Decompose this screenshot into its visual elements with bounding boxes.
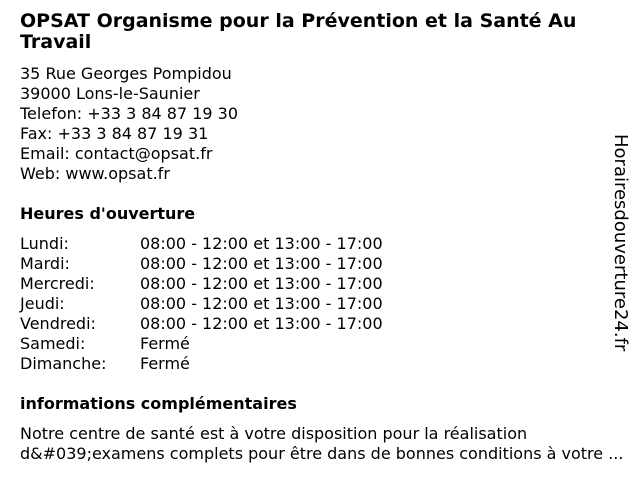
- hours-time: 08:00 - 12:00 et 13:00 - 17:00: [140, 314, 383, 333]
- hours-time: Fermé: [140, 354, 190, 373]
- hours-row: [20, 254, 383, 274]
- fax: Fax: +33 3 84 87 19 31: [20, 124, 209, 143]
- hours-row: [20, 294, 383, 314]
- hours-day: Vendredi:: [20, 314, 96, 333]
- hours-row: [20, 314, 383, 334]
- hours-time: 08:00 - 12:00 et 13:00 - 17:00: [140, 274, 383, 293]
- page-title: OPSAT Organisme pour la Prévention et la Santé Au Travail: [20, 10, 577, 53]
- email: Email: contact@opsat.fr: [20, 144, 213, 163]
- hours-day: Lundi:: [20, 234, 69, 253]
- address-city: 39000 Lons-le-Saunier: [20, 84, 200, 103]
- phone: Telefon: +33 3 84 87 19 30: [20, 104, 239, 123]
- hours-row: [20, 274, 383, 294]
- hours-day: Samedi:: [20, 334, 86, 353]
- hours-time: 08:00 - 12:00 et 13:00 - 17:00: [140, 294, 383, 313]
- address-street: 35 Rue Georges Pompidou: [20, 64, 232, 83]
- hours-time: 08:00 - 12:00 et 13:00 - 17:00: [140, 254, 383, 273]
- hours-table: [20, 234, 383, 374]
- hours-heading: Heures d'ouverture: [20, 204, 196, 223]
- hours-day: Jeudi:: [20, 294, 65, 313]
- info-text: Notre centre de santé est à votre disposition pour la réalisation d&#039;examens complets pour être dans de bonnes conditions à votre ...: [20, 424, 624, 463]
- info-heading: informations complémentaires: [20, 394, 297, 413]
- hours-day: Mercredi:: [20, 274, 95, 293]
- website: Web: www.opsat.fr: [20, 164, 170, 183]
- hours-time: Fermé: [140, 334, 190, 353]
- hours-day: Mardi:: [20, 254, 70, 273]
- contact-block: [20, 64, 238, 184]
- hours-time: 08:00 - 12:00 et 13:00 - 17:00: [140, 234, 383, 253]
- hours-day: Dimanche:: [20, 354, 107, 373]
- watermark-text: Horairesdouverture24.fr: [610, 134, 631, 352]
- hours-row: [20, 234, 383, 254]
- hours-row: [20, 354, 383, 374]
- hours-row: [20, 334, 383, 354]
